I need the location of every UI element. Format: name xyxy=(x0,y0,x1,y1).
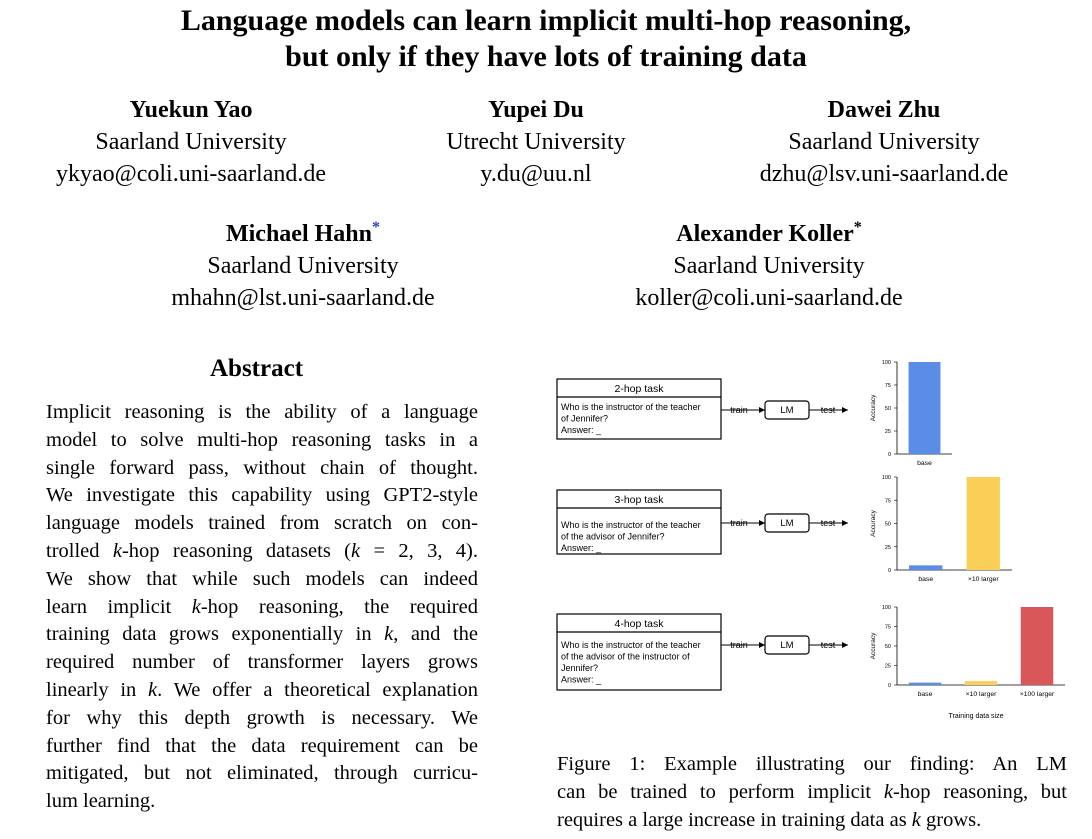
task-label: 3-hop task xyxy=(614,494,664,506)
author-block xyxy=(40,94,342,190)
task-question-line: Who is the instructor of the teacher xyxy=(561,520,701,530)
author-affiliation: Saarland University xyxy=(673,253,865,279)
abstract-line: mitigated, but not eliminated, through curricu- xyxy=(46,762,478,785)
author-block xyxy=(385,94,687,190)
abstract-line: for why this depth growth is necessary. We xyxy=(46,706,478,729)
author-name xyxy=(618,218,920,250)
abstract-line: language models trained from scratch on con- xyxy=(46,512,478,535)
abstract-line: trolled k-hop reasoning datasets (k = 2, 3, 4). xyxy=(46,539,478,562)
lm-label: LM xyxy=(780,518,794,529)
y-tick-label: 75 xyxy=(884,383,891,389)
abstract-line: required number of transformer layers grows xyxy=(46,651,478,674)
task-label: 4-hop task xyxy=(614,618,664,630)
caption-line: can be trained to perform implicit k-hop reasoning, but xyxy=(557,781,1067,803)
task-question-line: Answer: _ xyxy=(561,425,602,435)
arrow-head xyxy=(759,407,765,413)
y-axis-label: Accuracy xyxy=(870,510,877,537)
bar xyxy=(909,565,942,570)
author-name: Yuekun Yao xyxy=(129,97,253,123)
abstract-line: learn implicit k-hop reasoning, the required xyxy=(46,595,478,618)
task-question-line: Answer: _ xyxy=(561,674,602,685)
abstract-line: training data grows exponentially in k, and the xyxy=(46,623,478,646)
train-label: train xyxy=(730,640,748,650)
abstract-line: lum learning. xyxy=(46,790,156,813)
abstract-line: We investigate this capability using GPT2-style xyxy=(46,484,478,507)
y-tick-label: 50 xyxy=(884,406,891,412)
author-block xyxy=(152,218,454,314)
author-email: ykyao@coli.uni-saarland.de xyxy=(55,161,326,187)
x-tick-label: ×100 larger xyxy=(1019,691,1055,698)
abstract-line: single forward pass, without chain of thought. xyxy=(46,456,478,479)
task-label: 2-hop task xyxy=(614,383,664,395)
y-tick-label: 75 xyxy=(884,624,891,631)
abstract-body xyxy=(46,399,478,816)
paper-title-line-2: but only if they have lots of training data xyxy=(285,40,807,73)
y-tick-label: 50 xyxy=(884,644,891,650)
y-tick-label: 75 xyxy=(884,498,891,505)
x-tick-label: base xyxy=(918,576,934,583)
caption-line: Figure 1: Example illustrating our finding: An LM xyxy=(557,753,1067,775)
task-question-line: Who is the instructor of the teacher xyxy=(561,402,701,412)
figure-caption xyxy=(557,750,1067,834)
arrow-head xyxy=(842,642,848,648)
bar xyxy=(965,681,997,685)
paper-title xyxy=(0,3,1092,75)
x-tick-label: base xyxy=(917,460,932,467)
task-question-line: of Jennifer? xyxy=(561,413,609,424)
task-question-line: of the advisor of the instructor of xyxy=(561,651,690,662)
abstract-line: linearly in k. We offer a theoretical explanation xyxy=(46,678,478,701)
author-block xyxy=(618,218,920,314)
x-tick-label: ×10 larger xyxy=(965,691,997,698)
lm-label: LM xyxy=(780,405,794,416)
y-tick-label: 0 xyxy=(887,568,891,574)
author-affiliation: Saarland University xyxy=(788,129,980,155)
x-axis-label: Training data size xyxy=(948,713,1004,720)
author-name-text: Michael Hahn xyxy=(225,221,372,247)
author-block xyxy=(733,94,1035,190)
y-tick-label: 50 xyxy=(884,521,891,528)
abstract-line: We show that while such models can indeed xyxy=(46,567,478,590)
author-name-text: Alexander Koller xyxy=(676,221,854,247)
y-tick-label: 100 xyxy=(881,475,891,481)
caption-line: requires a large increase in training data as k grows. xyxy=(557,809,982,831)
author-name: Yupei Du xyxy=(488,97,584,123)
y-tick-label: 25 xyxy=(884,544,891,551)
test-label: test xyxy=(820,405,836,415)
abstract-line: further find that the data requirement can be xyxy=(46,734,478,757)
y-tick-label: 0 xyxy=(887,683,891,689)
train-label: train xyxy=(730,405,748,415)
author-email: mhahn@lst.uni-saarland.de xyxy=(171,285,435,311)
y-tick-label: 25 xyxy=(884,429,891,435)
bar xyxy=(967,477,1000,570)
author-name xyxy=(152,218,454,250)
bar xyxy=(1021,607,1053,685)
author-email: y.du@uu.nl xyxy=(480,161,592,187)
task-question-line: of the advisor of Jennifer? xyxy=(561,531,665,542)
author-name: Dawei Zhu xyxy=(827,97,941,123)
train-label: train xyxy=(730,518,748,528)
task-question-line: Who is the instructor of the teacher xyxy=(561,640,701,650)
test-label: test xyxy=(820,518,836,528)
figure-1 xyxy=(552,352,1072,732)
y-tick-label: 100 xyxy=(881,360,891,366)
abstract-line: model to solve multi-hop reasoning tasks in a xyxy=(46,428,478,451)
arrow-head xyxy=(759,642,765,648)
paper-title-line-1: Language models can learn implicit multi-hop reasoning, xyxy=(180,4,912,37)
abstract-line: Implicit reasoning is the ability of a language xyxy=(46,401,478,423)
arrow-head xyxy=(842,407,848,413)
author-email: koller@coli.uni-saarland.de xyxy=(635,285,903,311)
author-email: dzhu@lsv.uni-saarland.de xyxy=(759,161,1009,187)
author-affiliation: Saarland University xyxy=(207,253,399,279)
author-affiliation: Saarland University xyxy=(95,129,287,155)
y-tick-label: 100 xyxy=(881,605,891,611)
lm-label: LM xyxy=(780,640,794,651)
equal-advising-mark: * xyxy=(853,219,862,236)
y-axis-label: Accuracy xyxy=(870,394,877,422)
x-tick-label: ×10 larger xyxy=(967,576,999,583)
abstract-heading: Abstract xyxy=(210,355,304,382)
bar xyxy=(909,362,941,454)
y-tick-label: 25 xyxy=(884,663,891,670)
task-question-line: Jennifer? xyxy=(561,663,599,673)
test-label: test xyxy=(820,640,836,650)
figure-1-diagram xyxy=(552,352,1072,732)
y-axis-label: Accuracy xyxy=(870,632,877,660)
arrow-head xyxy=(842,520,848,526)
x-tick-label: base xyxy=(917,691,933,698)
equal-advising-mark: * xyxy=(372,219,380,236)
y-tick-label: 0 xyxy=(887,452,891,458)
bar xyxy=(909,683,941,685)
author-affiliation: Utrecht University xyxy=(446,129,626,155)
arrow-head xyxy=(759,520,765,526)
task-question-line: Answer: _ xyxy=(561,543,602,553)
